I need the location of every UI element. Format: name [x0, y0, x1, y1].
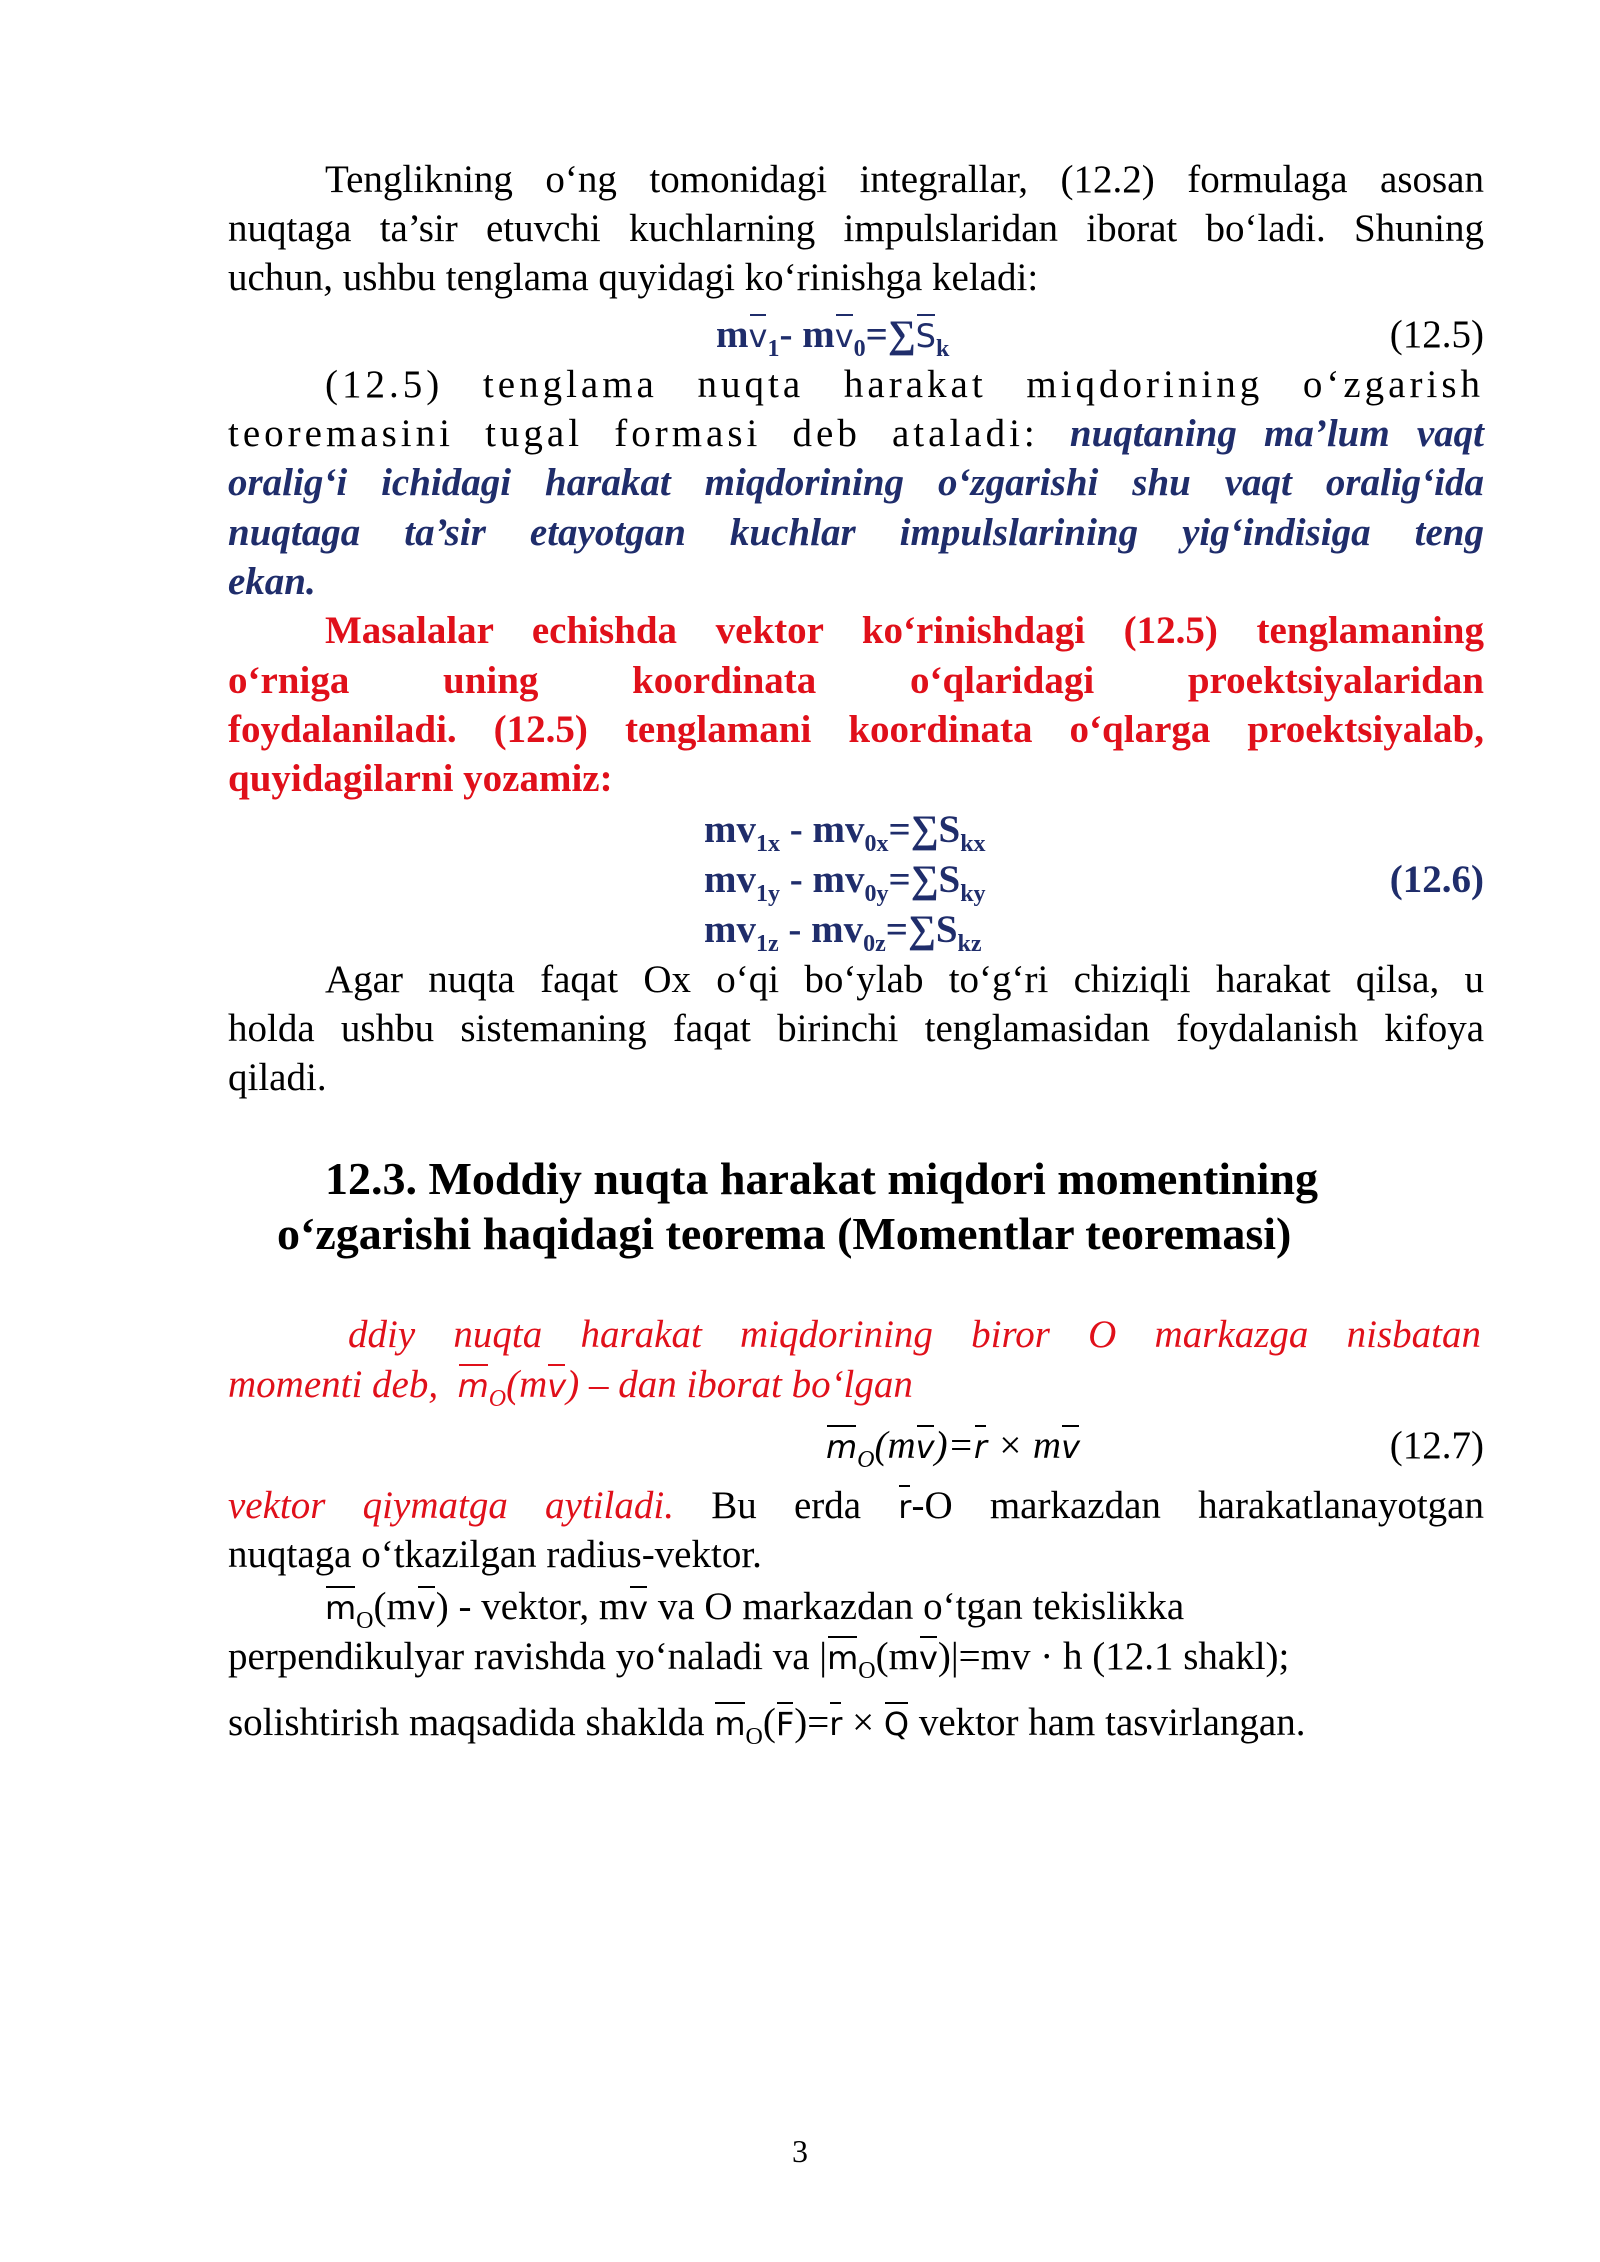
paragraph-7-line-1: $m_O(mv)$ - vektor, mv va O markazdan o‘tgan tekislikka — [325, 1585, 1185, 1634]
paragraph-6-line-2: nuqtaga o‘tkazilgan radius-vektor. — [228, 1533, 762, 1576]
paragraph-5-line-1: ddiy nuqta harakat miqdorining biror O markazga nisbatan — [348, 1313, 1481, 1356]
paragraph-4-line-1: Agar nuqta faqat Ox o‘qi bo‘ylab to‘g‘ri chiziqli harakat qilsa, u — [325, 958, 1484, 1001]
paragraph-2-line-3: oralig‘i ichidagi harakat miqdorining o‘zgarishi shu vaqt oralig‘ida — [228, 461, 1484, 504]
equation-12-6-row-z: $mv_{1z} - mv_{0z}=\sum S_{kz}$ — [704, 908, 982, 957]
paragraph-2-line-5: ekan. — [228, 560, 316, 603]
paragraph-4-line-3: qiladi. — [228, 1056, 327, 1099]
paragraph-3-line-2: o‘rniga uning koordinata o‘qlaridagi proektsiyalaridan — [228, 659, 1484, 702]
equation-12-6-row-y: $mv_{1y} - mv_{0y}=\sum S_{ky}$ — [704, 858, 986, 907]
paragraph-2-line-4: nuqtaga ta’sir etayotgan kuchlar impulslarining yig‘indisiga teng — [228, 511, 1484, 554]
equation-number-12-7: (12.7) — [1389, 1424, 1484, 1467]
paragraph-1-line-1: Tenglikning o‘ng tomonidagi integrallar, (12.2) formulaga asosan — [325, 158, 1484, 201]
paragraph-7-line-3: solishtirish maqsadida shaklda $m_O(F)=r \times Q$ vektor ham tasvirlangan. — [228, 1701, 1306, 1750]
equation-12-6-row-x: $mv_{1x} - mv_{0x}=\sum S_{kx}$ — [704, 808, 986, 857]
equation-12-7: $m_O(mv)=r$ × mv — [826, 1424, 1080, 1473]
section-heading-line-2: o‘zgarishi haqidagi teorema (Momentlar teoremasi) — [277, 1208, 1292, 1259]
paragraph-2-line-2: teoremasini tugal formasi deb ataladi: nuqtaning ma’lum vaqt — [228, 412, 1484, 455]
paragraph-5-line-2: momenti deb, $m_O(mv)$ – dan iborat bo‘lgan — [228, 1363, 913, 1412]
paragraph-7-line-2: perpendikulyar ravishda yo‘naladi va $|m_O(mv)|=mv \cdot h$ (12.1 shakl); — [228, 1635, 1290, 1684]
equation-number-12-5: (12.5) — [1389, 313, 1484, 356]
paragraph-3-line-1: Masalalar echishda vektor ko‘rinishdagi (12.5) tenglamaning — [325, 609, 1484, 652]
paragraph-1-line-3: uchun, ushbu tenglama quyidagi ko‘rinishga keladi: — [228, 256, 1039, 299]
paragraph-3-line-3: foydalaniladi. (12.5) tenglamani koordinata o‘qlarga proektsiyalab, — [228, 708, 1484, 751]
paragraph-3-line-4: quyidagilarni yozamiz: — [228, 757, 613, 800]
paragraph-6-line-1: vektor qiymatga aytiladi. Bu erda r-O markazdan harakatlanayotgan — [228, 1484, 1484, 1527]
equation-12-5: $mv_1-$ $mv_0=\sum S_k$ — [716, 313, 950, 362]
section-heading-line-1: 12.3. Moddiy nuqta harakat miqdori momentining — [325, 1153, 1318, 1204]
equation-number-12-6: (12.6) — [1389, 858, 1484, 901]
paragraph-4-line-2: holda ushbu sistemaning faqat birinchi tenglamasidan foydalanish kifoya — [228, 1007, 1484, 1050]
page-number: 3 — [792, 2133, 808, 2169]
paragraph-1-line-2: nuqtaga ta’sir etuvchi kuchlarning impulslaridan iborat bo‘ladi. Shuning — [228, 207, 1484, 250]
paragraph-2-line-1: (12.5) tenglama nuqta harakat miqdorining o‘zgarish — [325, 363, 1484, 406]
